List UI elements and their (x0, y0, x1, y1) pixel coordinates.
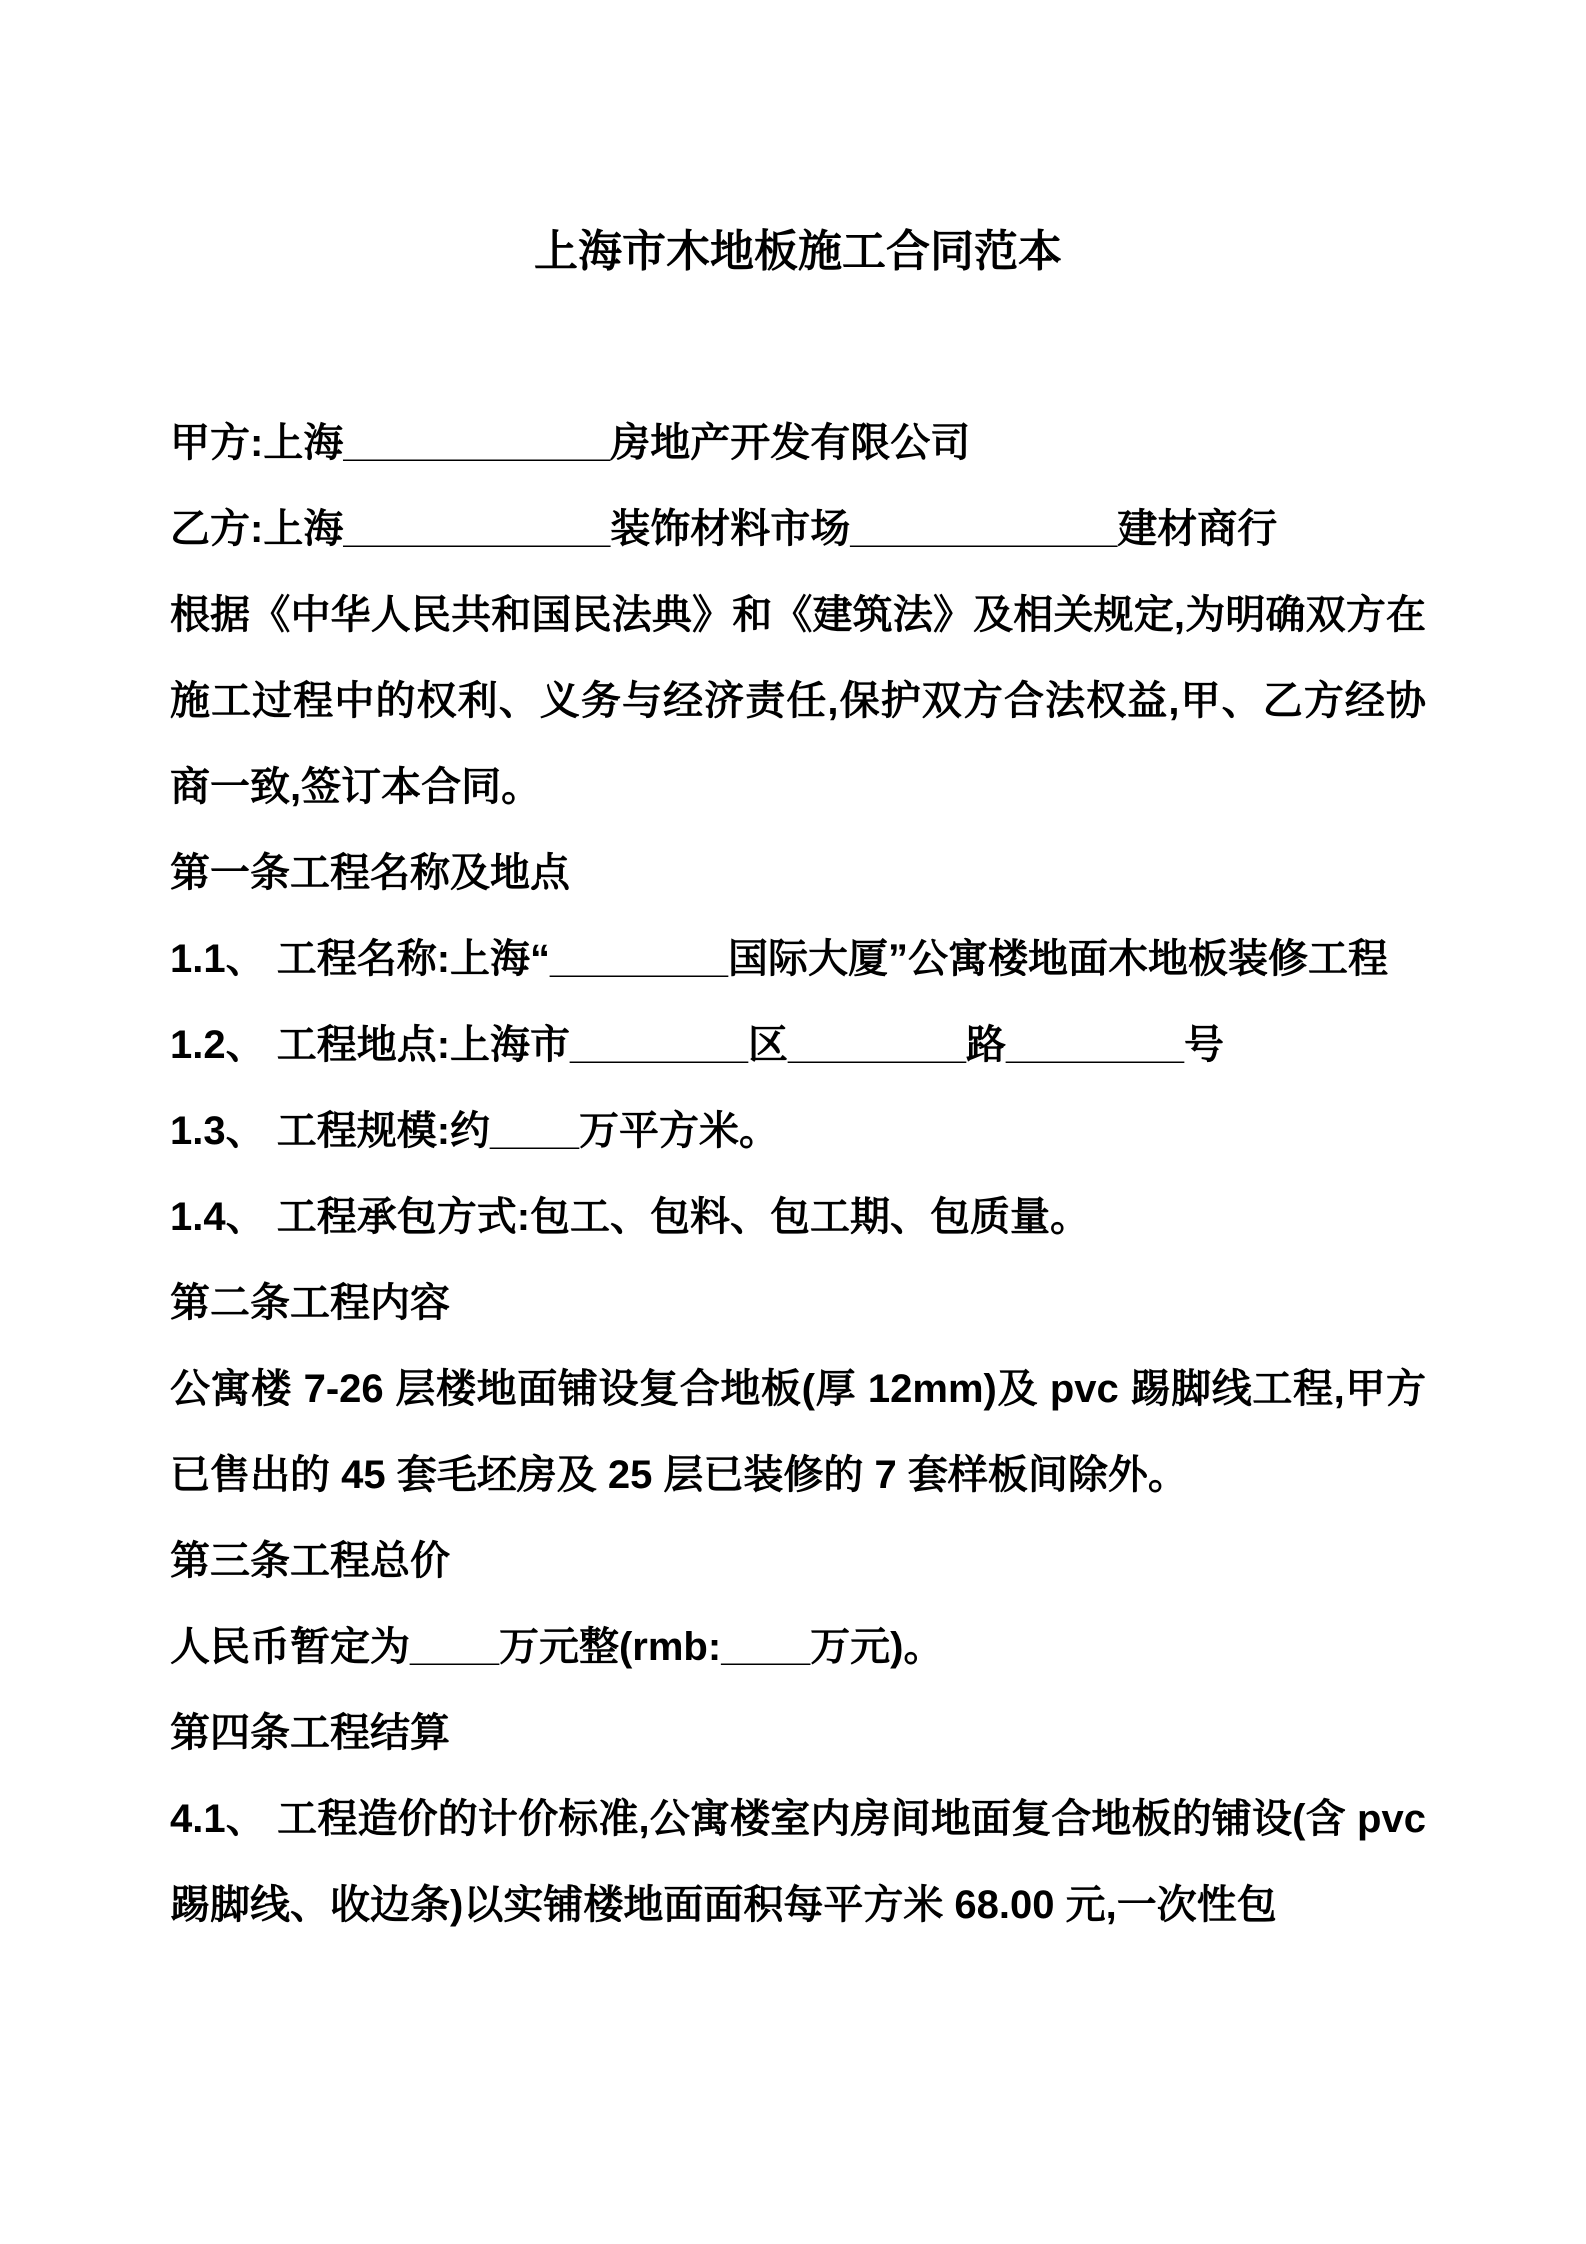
clause-1-3-project-scale: 1.3、 工程规模:约____万平方米。 (170, 1109, 780, 1153)
heading-article-2: 第二条工程内容 (170, 1281, 450, 1325)
paragraph-party-b: 乙方:上海____________装饰材料市场____________建材商行 (170, 507, 1278, 551)
clause-1-4-contracting-method: 1.4、 工程承包方式:包工、包料、包工期、包质量。 (170, 1195, 1091, 1239)
clause-4-1-pricing-standard: 4.1、 工程造价的计价标准,公寓楼室内房间地面复合地板的铺设(含 pvc 踢脚线、收边条)以实铺楼地面面积每平方米 68.00 元,一次性包 (170, 1797, 1426, 1927)
heading-article-3: 第三条工程总价 (170, 1539, 450, 1583)
clause-1-1-project-name: 1.1、 工程名称:上海“________国际大厦”公寓楼地面木地板装修工程 (170, 937, 1389, 981)
paragraph-party-a: 甲方:上海____________房地产开发有限公司 (170, 421, 971, 465)
heading-article-1: 第一条工程名称及地点 (170, 851, 570, 895)
clause-1-2-project-location: 1.2、 工程地点:上海市________区________路________号 (170, 1023, 1224, 1067)
document-body (170, 400, 1426, 1948)
heading-article-4: 第四条工程结算 (170, 1711, 450, 1755)
document-title: 上海市木地板施工合同范本 (534, 227, 1062, 276)
paragraph-article-2-content: 公寓楼 7-26 层楼地面铺设复合地板(厚 12mm)及 pvc 踢脚线工程,甲方已售出的 45 套毛坯房及 25 层已装修的 7 套样板间除外。 (170, 1367, 1426, 1497)
paragraph-article-3-total-price: 人民币暂定为____万元整(rmb:____万元)。 (170, 1625, 944, 1669)
paragraph-preamble: 根据《中华人民共和国民法典》和《建筑法》及相关规定,为明确双方在施工过程中的权利、义务与经济责任,保护双方合法权益,甲、乙方经协商一致,签订本合同。 (170, 593, 1426, 809)
